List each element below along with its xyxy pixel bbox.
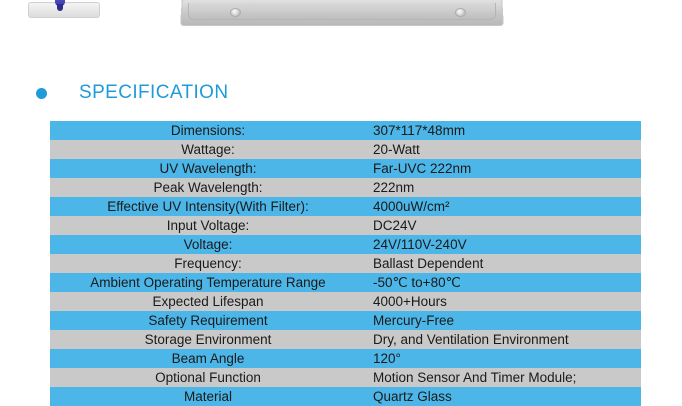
table-row <box>50 197 641 216</box>
spec-label: Effective UV Intensity(With Filter): <box>50 197 366 216</box>
table-row <box>50 235 641 254</box>
table-row <box>50 330 641 349</box>
specification-table <box>50 121 641 406</box>
table-row <box>50 292 641 311</box>
spec-label: Input Voltage: <box>50 216 366 235</box>
page-title: SPECIFICATION <box>79 82 229 103</box>
table-row <box>50 387 641 406</box>
spec-label: Storage Environment <box>50 330 366 349</box>
lamp-screw-icon <box>230 8 241 17</box>
spec-label: Ambient Operating Temperature Range <box>50 273 366 292</box>
specification-table-body <box>50 121 641 406</box>
spec-value: 4000+Hours <box>366 292 641 311</box>
spec-label: Expected Lifespan <box>50 292 366 311</box>
spec-value: Quartz Glass <box>366 387 641 406</box>
spec-label: Optional Function <box>50 368 366 387</box>
table-row <box>50 159 641 178</box>
spec-value: Far-UVC 222nm <box>366 159 641 178</box>
spec-value: Ballast Dependent <box>366 254 641 273</box>
lamp-screw-icon <box>455 8 466 17</box>
spec-value: Motion Sensor And Timer Module; <box>366 368 641 387</box>
spec-value: 307*117*48mm <box>366 121 641 140</box>
table-row <box>50 178 641 197</box>
spec-value: Mercury-Free <box>366 311 641 330</box>
spec-label: Frequency: <box>50 254 366 273</box>
spec-value: 4000uW/cm² <box>366 197 641 216</box>
spec-label: Dimensions: <box>50 121 366 140</box>
spec-value: 120° <box>366 349 641 368</box>
spec-value: 20-Watt <box>366 140 641 159</box>
spec-value: 222nm <box>366 178 641 197</box>
table-row <box>50 216 641 235</box>
table-row <box>50 311 641 330</box>
table-row <box>50 121 641 140</box>
spec-label: Beam Angle <box>50 349 366 368</box>
spec-value: DC24V <box>366 216 641 235</box>
table-row <box>50 368 641 387</box>
spec-label: UV Wavelength: <box>50 159 366 178</box>
spec-value: 24V/110V-240V <box>366 235 641 254</box>
table-row <box>50 254 641 273</box>
spec-label: Peak Wavelength: <box>50 178 366 197</box>
uv-bulb-icon <box>48 0 72 16</box>
specification-heading <box>36 82 682 104</box>
spec-label: Voltage: <box>50 235 366 254</box>
table-row <box>50 349 641 368</box>
spec-label: Material <box>50 387 366 406</box>
table-row <box>50 273 641 292</box>
spec-value: Dry, and Ventilation Environment <box>366 330 641 349</box>
spec-label: Safety Requirement <box>50 311 366 330</box>
bullet-dot-icon <box>36 88 47 99</box>
product-image-area <box>0 0 682 42</box>
spec-value: -50℃ to+80℃ <box>366 273 641 292</box>
table-row <box>50 140 641 159</box>
spec-label: Wattage: <box>50 140 366 159</box>
